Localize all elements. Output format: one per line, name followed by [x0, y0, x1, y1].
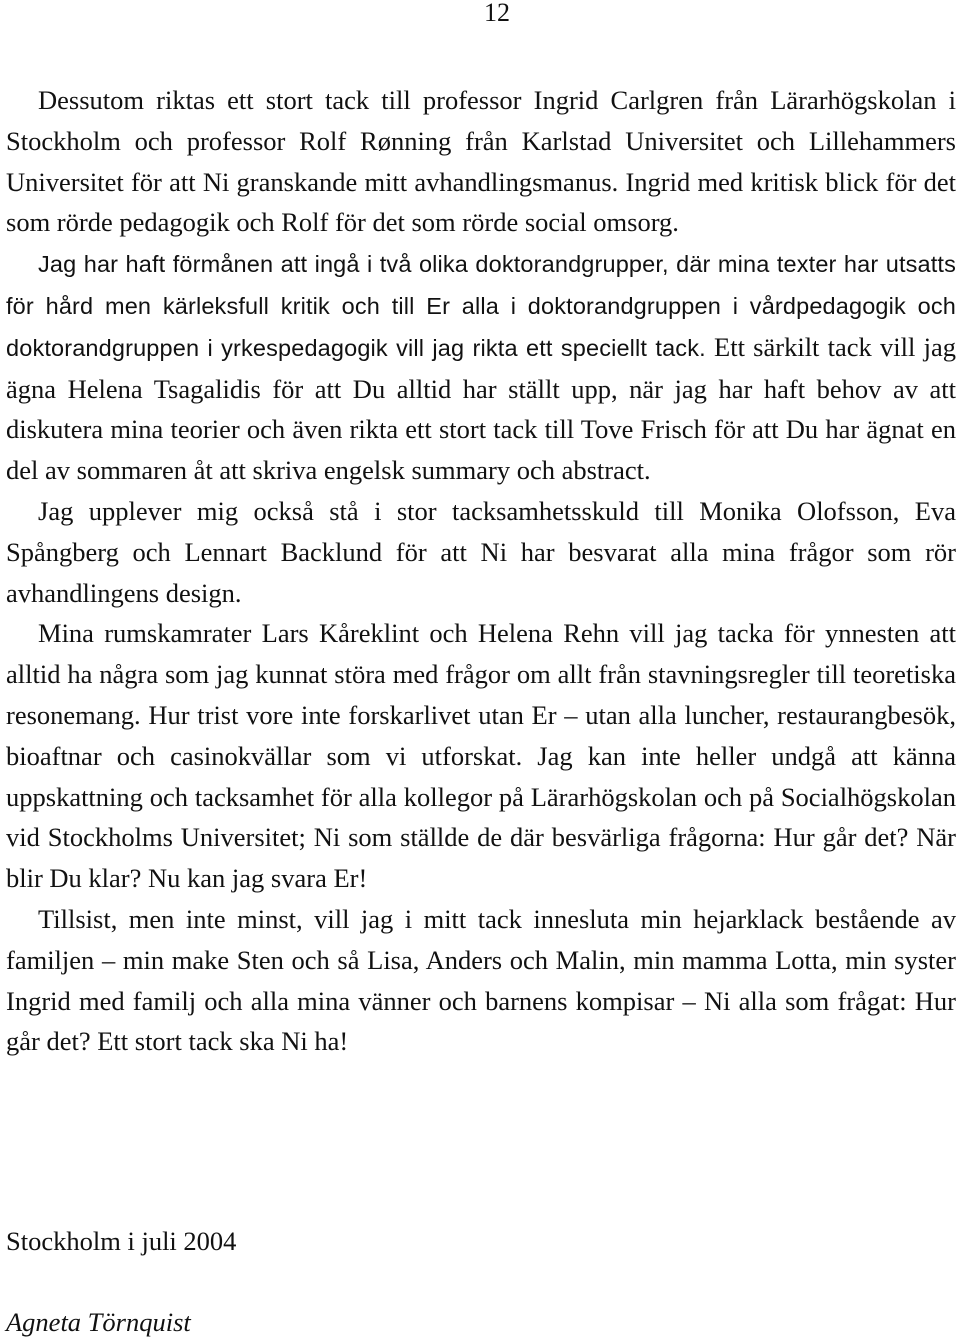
author-signature: Agneta Törnquist [6, 1307, 191, 1337]
paragraph-thanks-reviewers: Dessutom riktas ett stort tack till professor Ingrid Carlgren från Lärarhögskolan i Stockholm och professor Rolf Rønning från Karlstad Universitet och Lillehammers Universitet för att Ni granskande mitt avhandlingsmanus. Ingrid med kritisk blick för det som rörde pedagogik och Rolf för det som rörde social omsorg. [6, 85, 956, 238]
body-text [6, 80, 956, 1062]
paragraph-thanks-design: Jag upplever mig också stå i stor tacksamhetsskuld till Monika Olofsson, Eva Spångberg och Lennart Backlund för att Ni har besvarat alla mina frågor som rör avhandlingens design. [6, 495, 956, 608]
paragraph-thanks-doctoral-groups [6, 243, 956, 491]
place-date: Stockholm i juli 2004 [6, 1226, 237, 1256]
paragraph-doctoral-groups-serif: Ett särkilt tack vill jag ägna Helena Tsagalidis för att Du alltid har ställt upp, när jag har haft behov av att diskutera mina teorier och även rikta ett stort tack till Tove Frisch för att Du har ägnat en del av sommaren åt att skriva engelsk summary och abstract. [6, 331, 956, 486]
paragraph-doctoral-groups-sans: Jag har haft förmånen att ingå i två olika doktorandgrupper, där mina texter har utsatts för hård men kärleksfull kritik och till Er alla i doktorandgruppen i vårdpedagogik och doktorandgruppen i yrkespedagogik vill jag rikta ett speciellt tack. [6, 251, 956, 361]
paragraph-thanks-roommates: Mina rumskamrater Lars Kåreklint och Helena Rehn vill jag tacka för ynnesten att alltid ha några som jag kunnat störa med frågor om allt från stavningsregler till teoretiska resonemang. Hur trist vore inte forskarlivet utan Er – utan alla luncher, restaurangbesök, bioaftnar och casinokvällar som vi utforskat. Jag kan inte heller undgå att känna uppskattning och tacksamhet för alla kollegor på Lärarhögskolan och på Socialhögskolan vid Stockholms Universitet; Ni som ställde de där besvärliga frågorna: Hur går det? När blir Du klar? Nu kan jag svara Er! [6, 618, 956, 894]
page-number: 12 [484, 0, 510, 27]
paragraph-thanks-family: Tillsist, men inte minst, vill jag i mitt tack innesluta min hejarklack bestående av familjen – min make Sten och så Lisa, Anders och Malin, min mamma Lotta, min syster Ingrid med familj och alla mina vänner och barnens kompisar – Ni alla som frågat: Hur går det? Ett stort tack ska Ni ha! [6, 903, 956, 1057]
